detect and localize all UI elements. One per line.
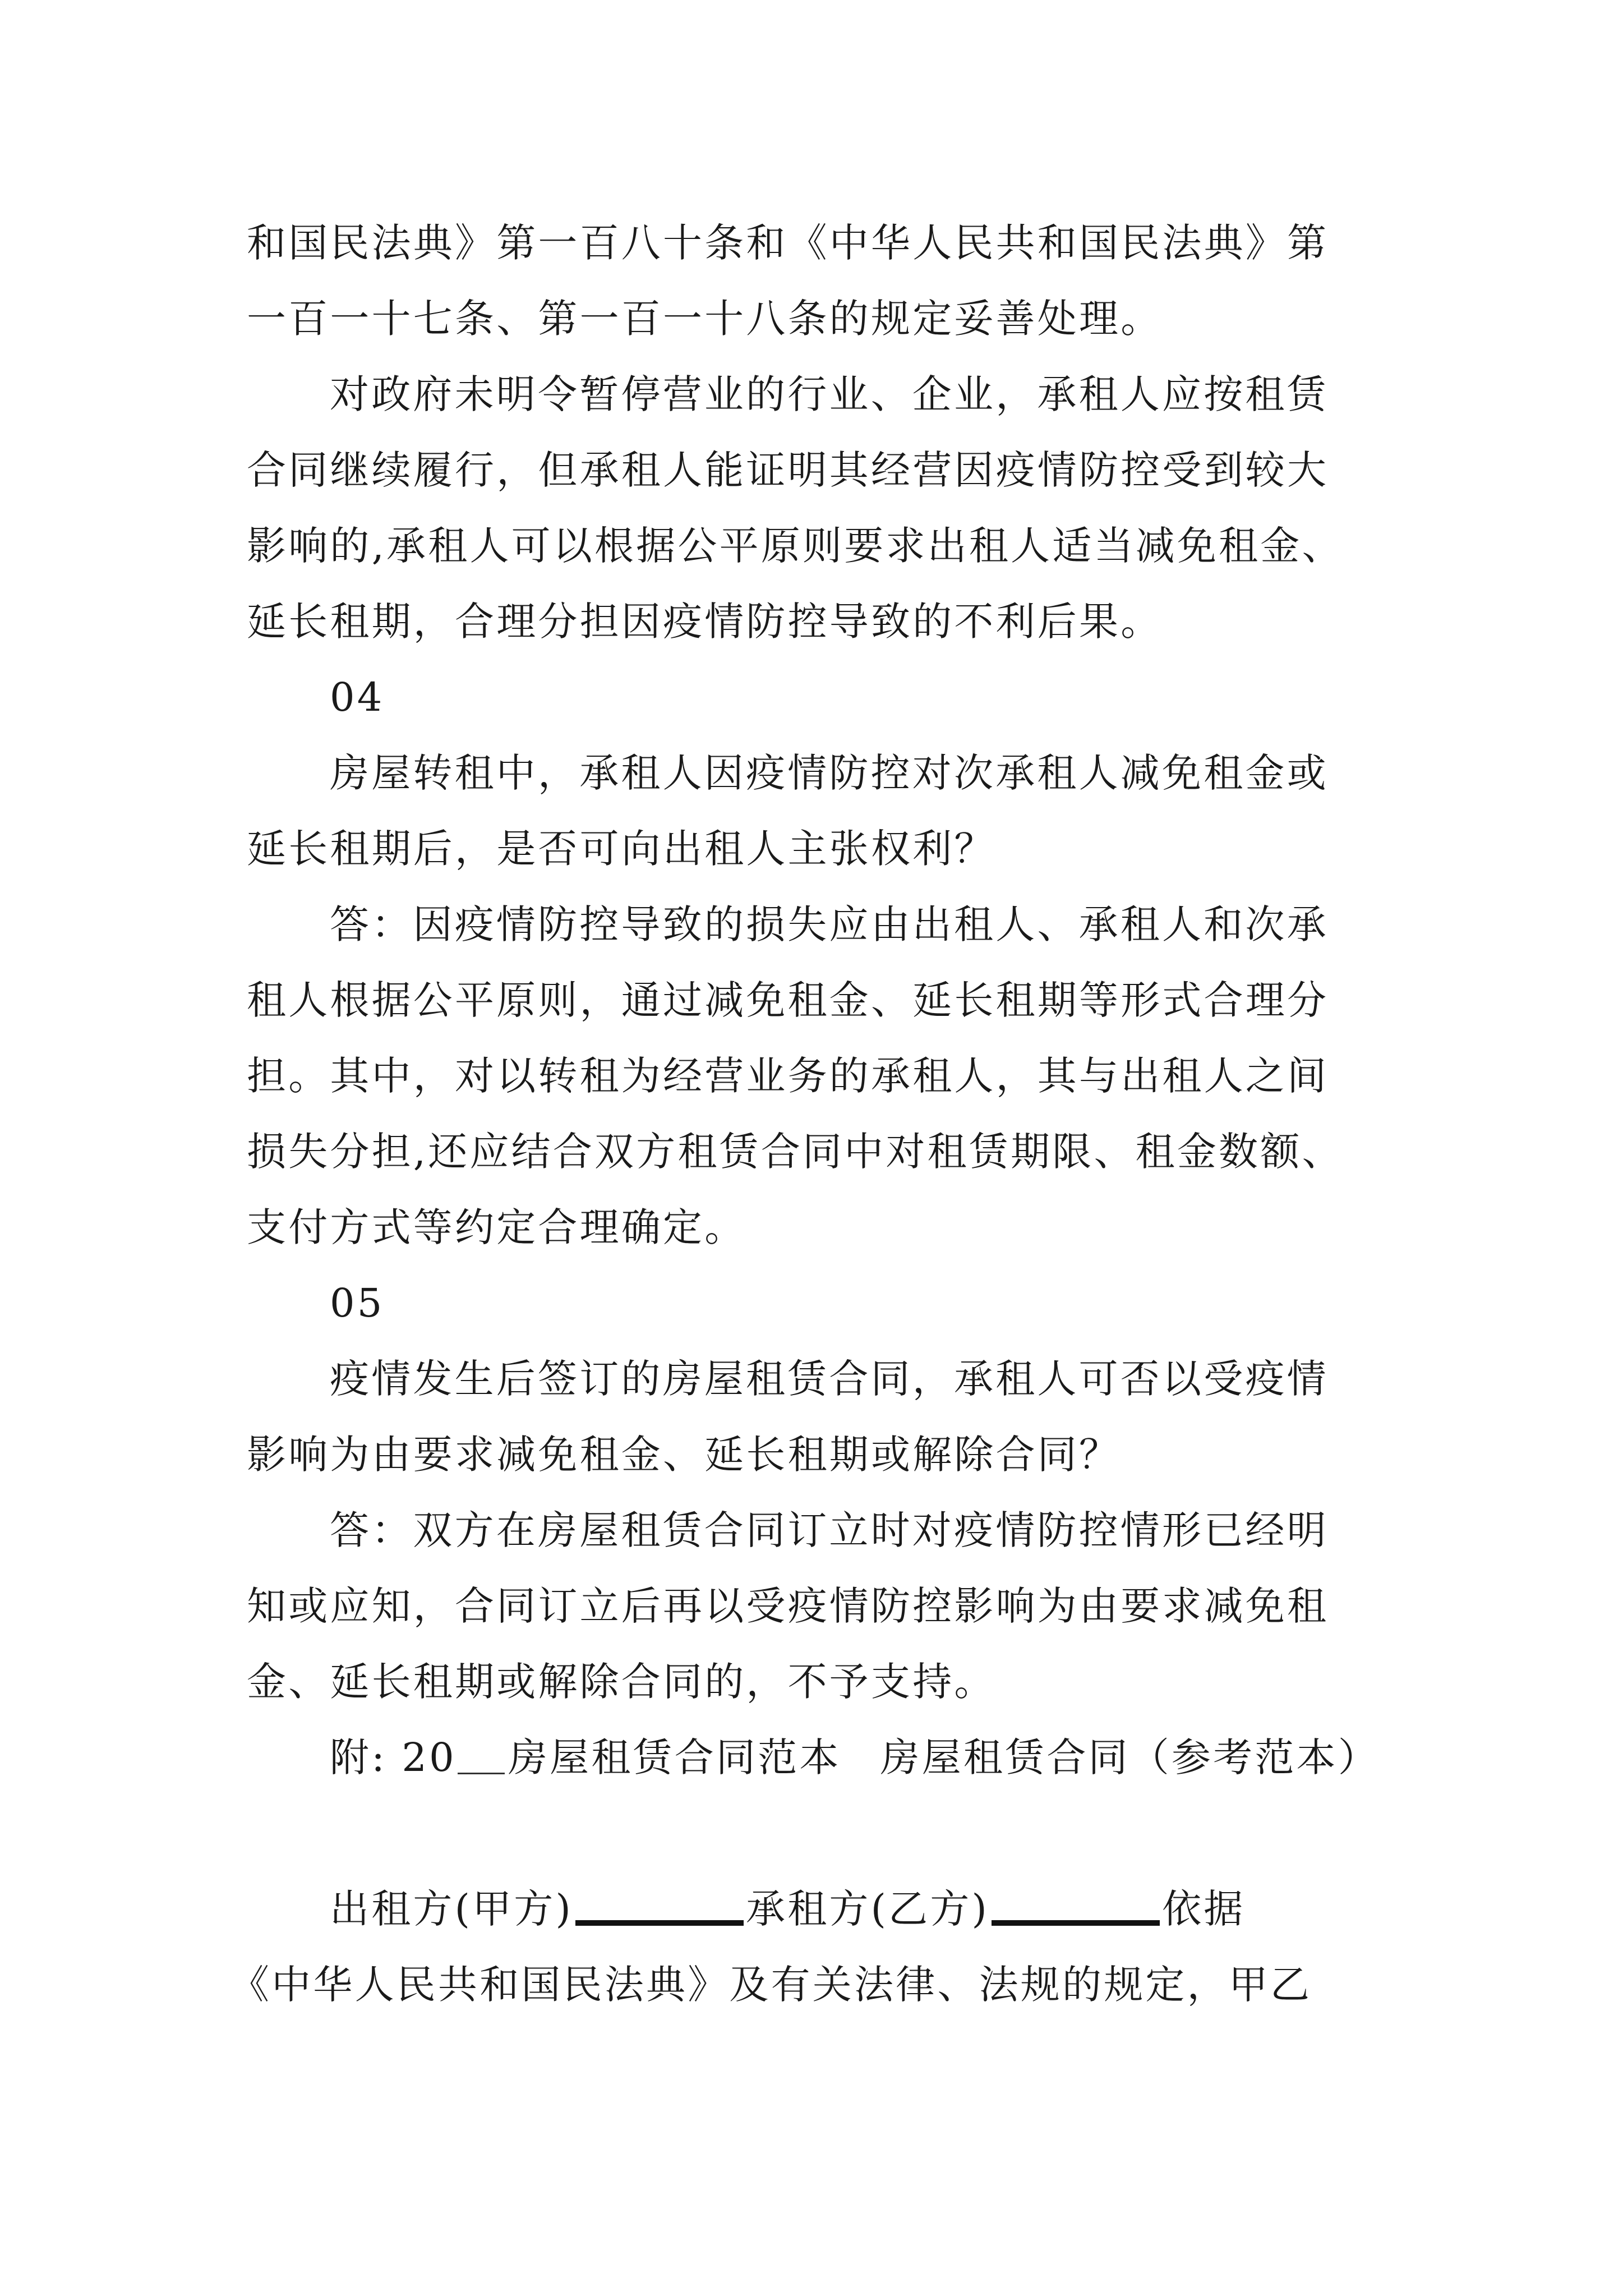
lessee-blank	[992, 1920, 1160, 1926]
appendix-line	[330, 1734, 1380, 1780]
question-line: 影响为由要求减免租金、延长租期或解除合同？	[247, 1432, 1121, 1478]
paragraph-line: 对政府未明令暂停营业的行业、企业，承租人应按租赁	[330, 371, 1329, 417]
according-text: 依据	[1162, 1886, 1246, 1932]
lessee-label: 承租方(乙方)	[746, 1886, 990, 1932]
answer-line: 租人根据公平原则，通过减免租金、延长租期等形式合理分	[247, 977, 1329, 1023]
paragraph-line: 和国民法典》第一百八十条和《中华人民共和国民法典》第	[247, 220, 1329, 266]
year-blank	[458, 1773, 505, 1774]
section-number: 04	[330, 674, 385, 720]
question-line: 延长租期后，是否可向出租人主张权利？	[247, 826, 996, 872]
paragraph-line: 一百一十七条、第一百一十八条的规定妥善处理。	[247, 296, 1163, 342]
answer-line: 知或应知，合同订立后再以受疫情防控影响为由要求减免租	[247, 1583, 1329, 1629]
appendix-prefix: 附: 20	[330, 1734, 457, 1780]
contract-basis-line: 《中华人民共和国民法典》及有关法律、法规的规定，甲乙	[230, 1962, 1312, 2008]
paragraph-line: 影响的,承租人可以根据公平原则要求出租人适当减免租金、	[247, 523, 1344, 569]
appendix-subtitle: 房屋租赁合同（参考范本）	[880, 1734, 1380, 1780]
paragraph-line: 延长租期，合理分担因疫情防控导致的不利后果。	[247, 599, 1163, 645]
answer-line: 担。其中，对以转租为经营业务的承租人，其与出租人之间	[247, 1053, 1329, 1099]
question-line: 疫情发生后签订的房屋租赁合同，承租人可否以受疫情	[330, 1356, 1329, 1402]
answer-line: 答：双方在房屋租赁合同订立时对疫情防控情形已经明	[330, 1507, 1329, 1553]
answer-line: 答：因疫情防控导致的损失应由出租人、承租人和次承	[330, 901, 1329, 947]
question-line: 房屋转租中，承租人因疫情防控对次承租人减免租金或	[330, 750, 1329, 796]
lessor-blank	[575, 1920, 744, 1926]
lessor-label: 出租方(甲方)	[330, 1886, 574, 1932]
answer-line: 损失分担,还应结合双方租赁合同中对租赁期限、租金数额、	[247, 1129, 1344, 1175]
appendix-title: 房屋租赁合同范本	[508, 1734, 841, 1780]
answer-line: 支付方式等约定合理确定。	[247, 1204, 746, 1250]
paragraph-line: 合同继续履行，但承租人能证明其经营因疫情防控受到较大	[247, 447, 1329, 493]
contract-parties-line	[330, 1886, 1246, 1932]
answer-line: 金、延长租期或解除合同的，不予支持。	[247, 1659, 996, 1705]
section-number: 05	[330, 1280, 385, 1326]
